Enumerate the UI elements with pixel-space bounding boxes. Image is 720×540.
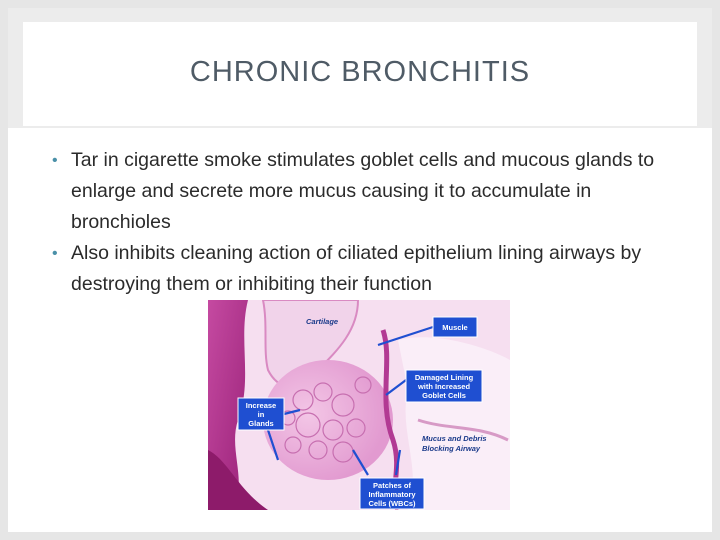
bullet-item (52, 145, 692, 238)
bullet-text: Also inhibits cleaning action of ciliated epithelium lining airways by destroying them or inhibiting their function (71, 242, 642, 295)
label-glands-line3: Glands (248, 419, 274, 428)
bullet-marker: • (52, 152, 58, 169)
label-mucus-line2: Blocking Airway (422, 444, 481, 453)
label-damaged-line1: Damaged Lining (414, 373, 474, 382)
label-glands-line2: in (257, 410, 265, 419)
label-patches-line3: Cells (WBCs) (368, 499, 416, 508)
label-damaged-line2: with Increased (417, 382, 471, 391)
label-mucus-line1: Mucus and Debris (422, 434, 487, 443)
histology-figure (208, 300, 510, 510)
bullet-item (52, 238, 692, 300)
bullet-text: Tar in cigarette smoke stimulates goblet cells and mucous glands to enlarge and secrete more mucus causing it to accumulate in bronchioles (71, 149, 655, 233)
label-patches-line1: Patches of (373, 481, 411, 490)
label-cartilage: Cartilage (306, 317, 339, 326)
label-patches-line2: Inflammatory (368, 490, 416, 499)
slide-title: CHRONIC BRONCHITIS (189, 56, 531, 88)
histology-image (208, 300, 510, 510)
bullet-list (52, 145, 692, 300)
label-glands-line1: Increase (245, 401, 277, 410)
label-damaged-line3: Goblet Cells (422, 391, 466, 400)
bullet-marker: • (52, 245, 58, 262)
label-muscle: Muscle (442, 323, 468, 332)
